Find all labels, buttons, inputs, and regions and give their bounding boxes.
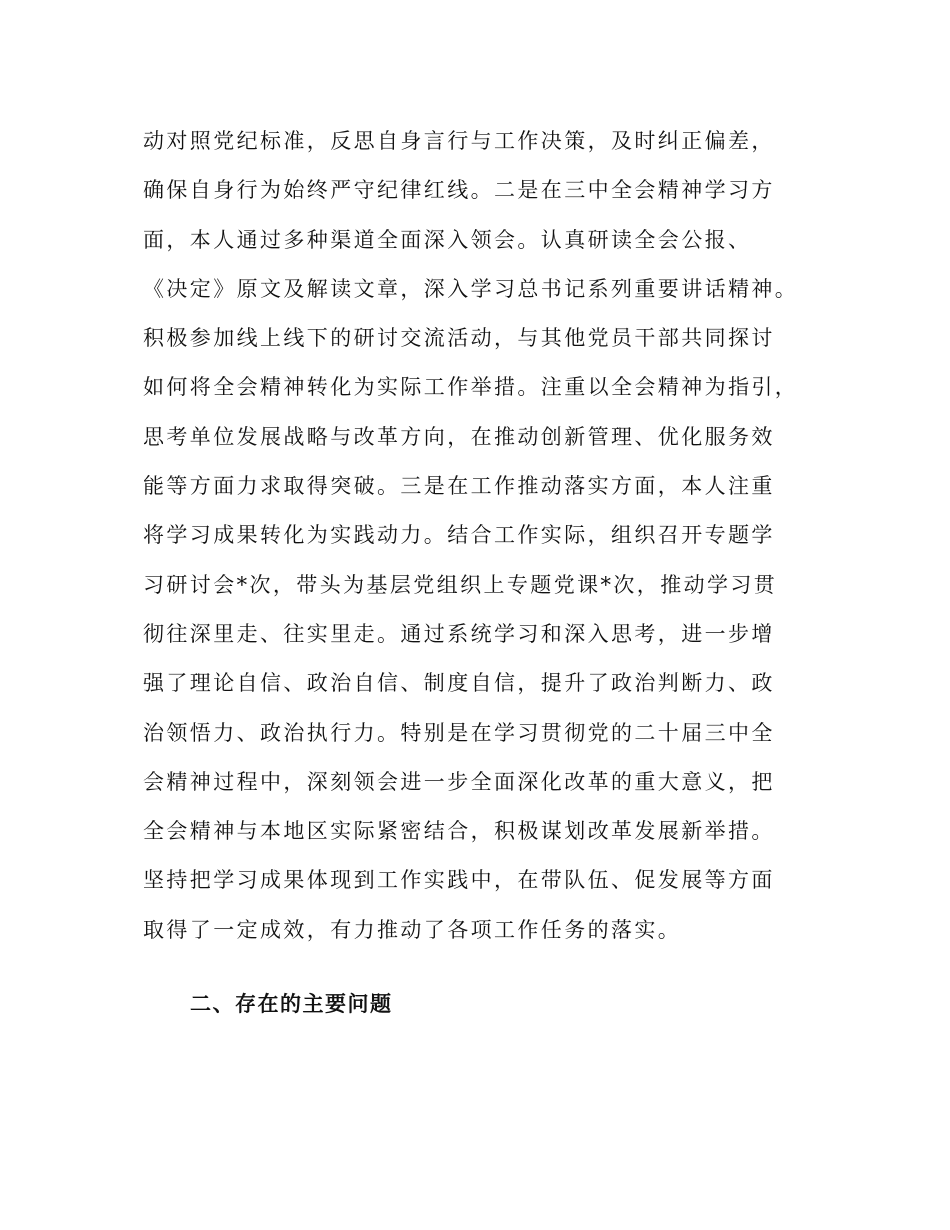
paragraph-line: 确保自身行为始终严守纪律红线。二是在三中全会精神学习方 — [143, 178, 775, 203]
paragraph-line: 取得了一定成效，有力推动了各项工作任务的落实。 — [143, 917, 682, 942]
paragraph-line: 如何将全会精神转化为实际工作举措。注重以全会精神为指引， — [143, 375, 799, 400]
section-heading: 二、存在的主要问题 — [190, 992, 393, 1016]
paragraph-line: 习研讨会*次，带头为基层党组织上专题党课*次，推动学习贯 — [143, 572, 778, 597]
paragraph-line: 积极参加线上线下的研讨交流活动，与其他党员干部共同探讨 — [143, 326, 775, 351]
paragraph-line: 治领悟力、政治执行力。特别是在学习贯彻党的二十届三中全 — [143, 720, 775, 745]
paragraph-line: 会精神过程中，深刻领会进一步全面深化改革的重大意义，把 — [143, 769, 775, 794]
paragraph-line: 强了理论自信、政治自信、制度自信，提升了政治判断力、政 — [143, 671, 775, 696]
paragraph-line: 《决定》原文及解读文章，深入学习总书记系列重要讲话精神。 — [143, 276, 799, 301]
paragraph-line: 全会精神与本地区实际紧密结合，积极谋划改革发展新举措。 — [143, 819, 775, 844]
paragraph-line: 将学习成果转化为实践动力。结合工作实际，组织召开专题学 — [143, 523, 775, 548]
paragraph-line: 坚持把学习成果体现到工作实践中，在带队伍、促发展等方面 — [143, 868, 775, 893]
body-paragraph — [143, 117, 823, 955]
paragraph-line: 彻往深里走、往实里走。通过系统学习和深入思考，进一步增 — [143, 621, 775, 646]
paragraph-line: 动对照党纪标准，反思自身言行与工作决策，及时纠正偏差， — [143, 129, 775, 153]
paragraph-line: 思考单位发展战略与改革方向，在推动创新管理、优化服务效 — [143, 424, 775, 449]
paragraph-line: 能等方面力求取得突破。三是在工作推动落实方面，本人注重 — [143, 474, 775, 499]
paragraph-line: 面，本人通过多种渠道全面深入领会。认真研读全会公报、 — [143, 227, 752, 252]
